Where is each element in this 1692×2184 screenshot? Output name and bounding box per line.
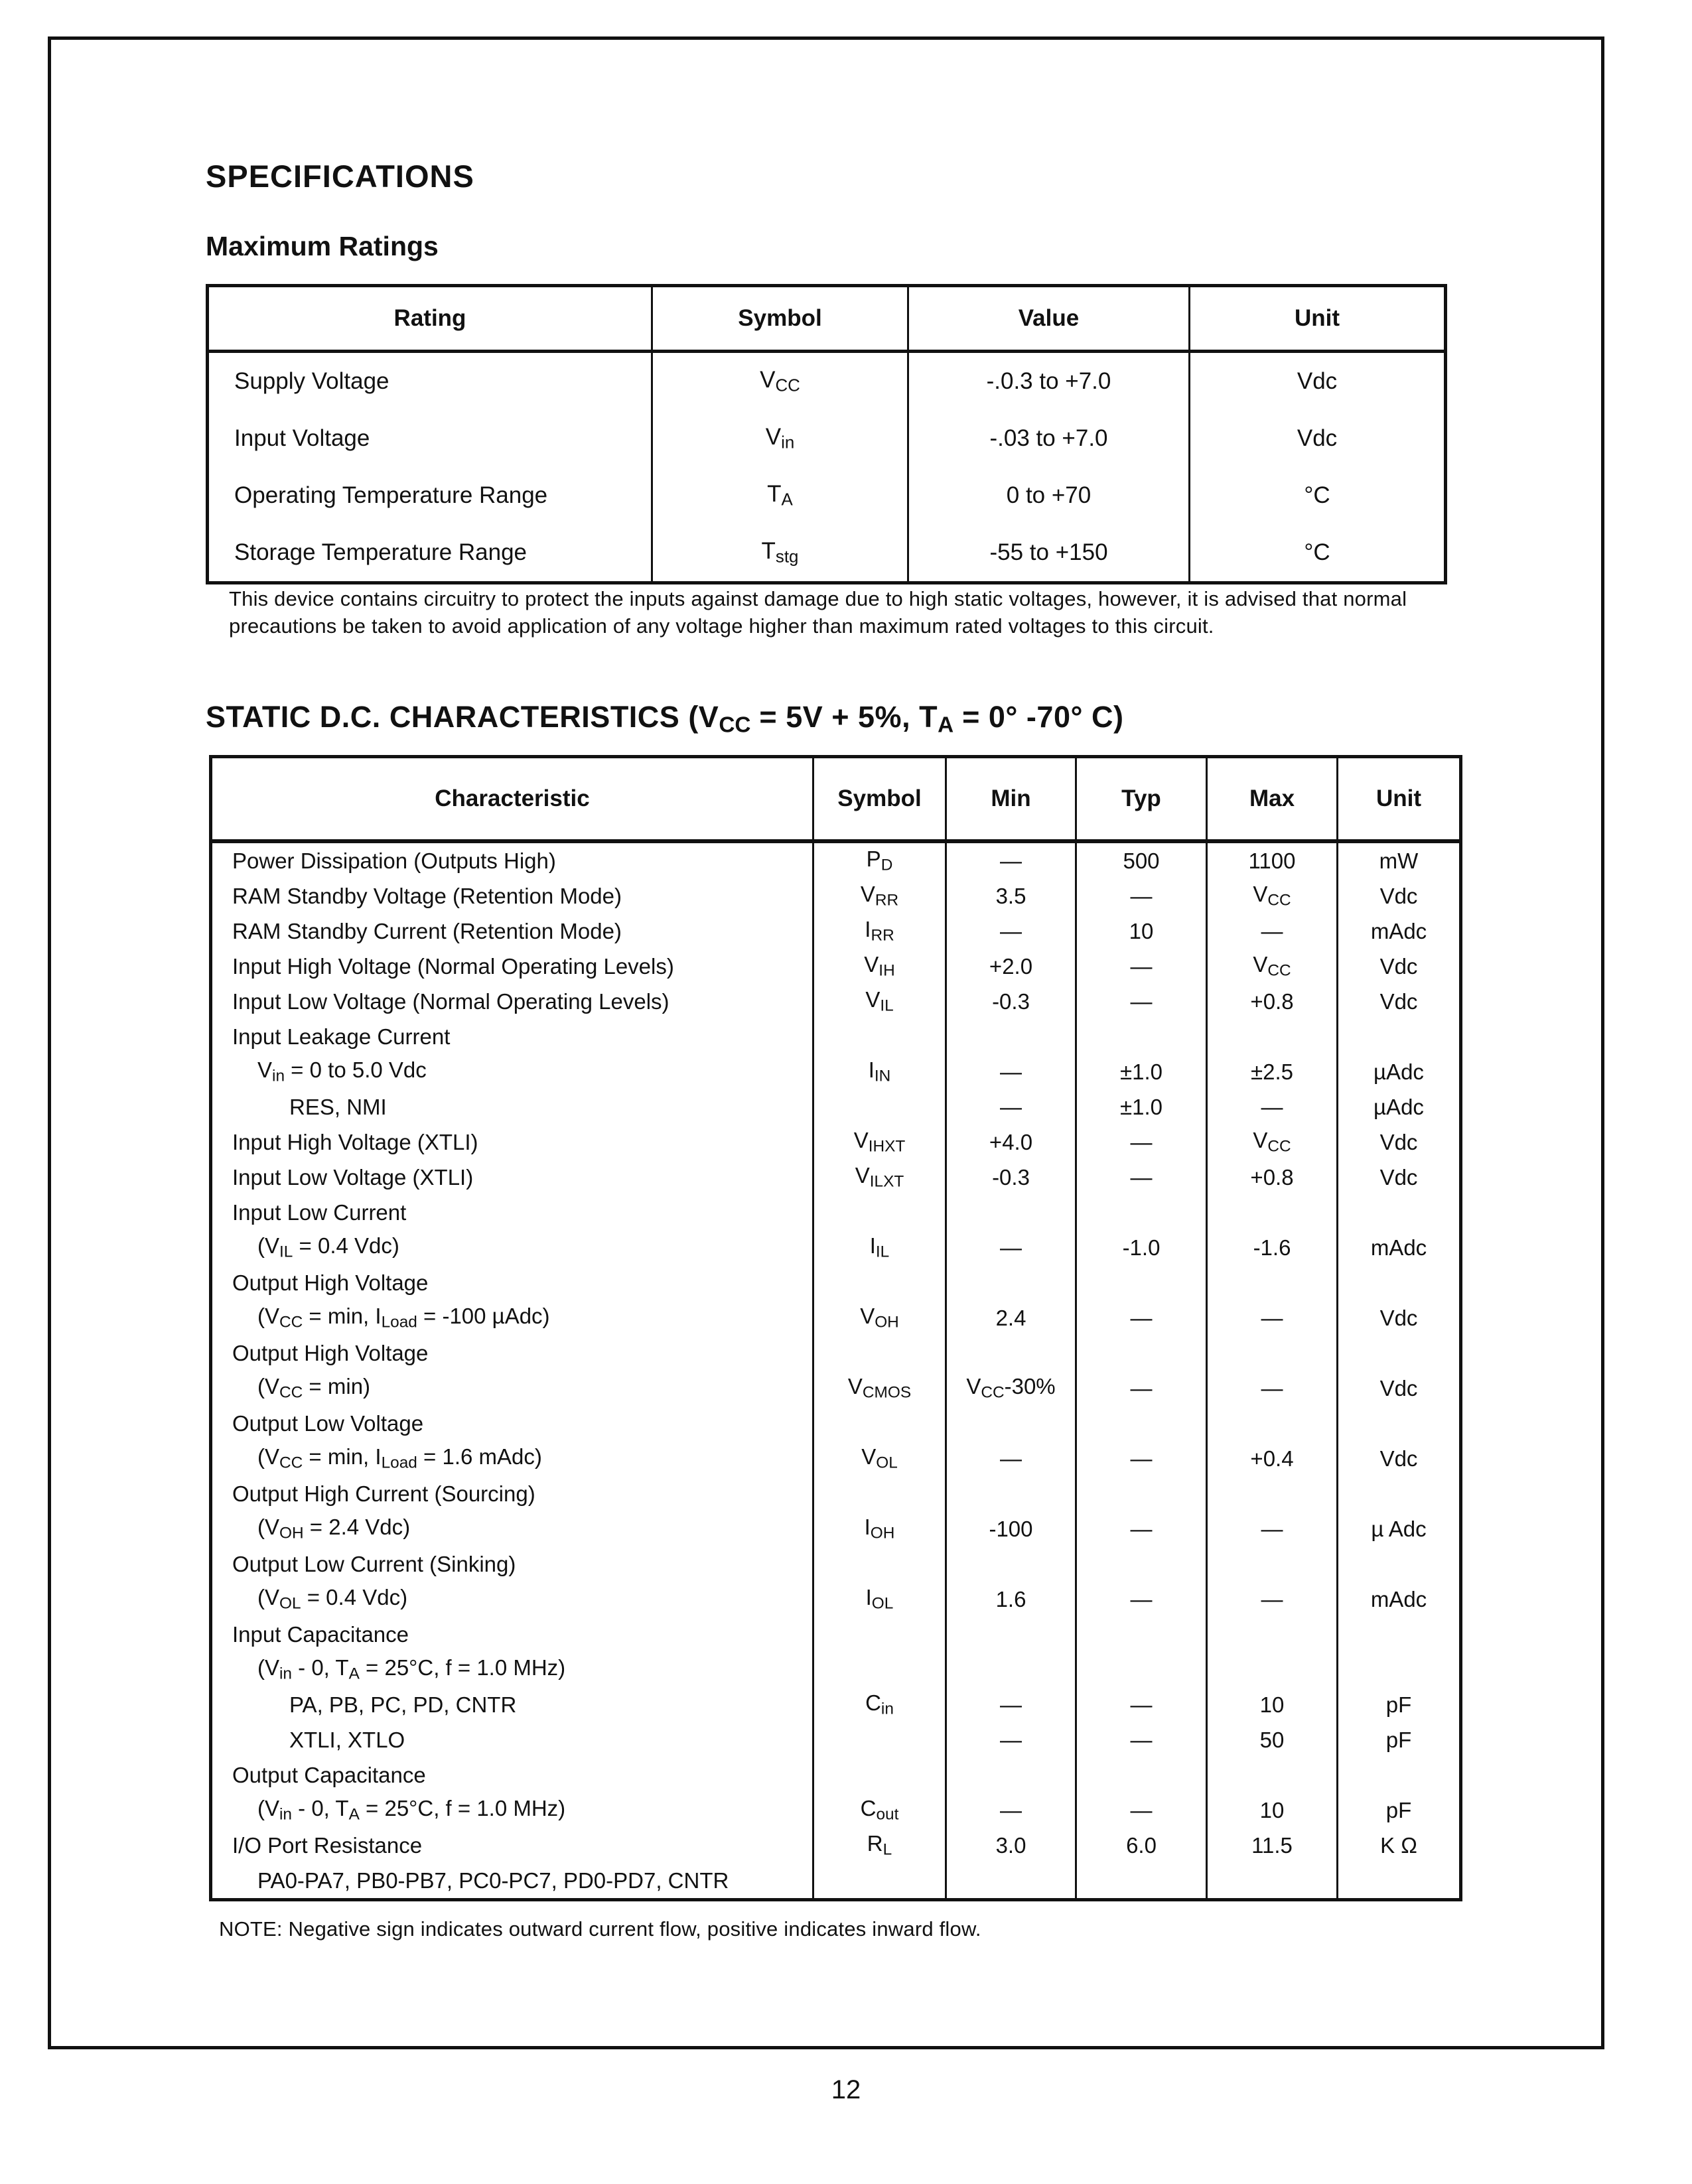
cell-unit: Vdc [1190,352,1446,411]
cell-unit [1338,1019,1461,1054]
cell-min: +4.0 [946,1125,1076,1160]
cell-max: — [1207,1511,1338,1546]
cell-unit [1338,1617,1461,1652]
cell-c: RES, NMI [289,1094,387,1119]
table-row [208,410,1446,467]
cell-unit: K Ω [1338,1828,1461,1863]
cell-sym: VRR [813,878,946,914]
col-header-characteristic: Characteristic [211,757,813,842]
cell-sym [813,1617,946,1652]
col-header-unit: Unit [1338,757,1461,842]
cell-max: +0.4 [1207,1441,1338,1476]
cell-sym: IRR [813,914,946,949]
cell-typ: -1.0 [1076,1230,1207,1265]
subscript-text: stg [775,547,799,567]
table-row [211,1757,1461,1793]
subscript-text: D [881,856,893,874]
cell-value: -.03 to +7.0 [908,410,1190,467]
cell-min [946,1863,1076,1900]
cell-unit [1338,1195,1461,1230]
table-row [211,1511,1461,1546]
cell-unit: mAdc [1338,914,1461,949]
cell-typ: — [1076,949,1207,984]
cell-unit [1338,1863,1461,1900]
cell-typ [1076,1195,1207,1230]
cell-c: (VOL = 0.4 Vdc) [257,1585,408,1613]
subscript-text: CC [1267,1137,1291,1156]
cell-c: Vin = 0 to 5.0 Vdc [257,1058,427,1085]
cell-unit: mW [1338,841,1461,878]
subscript-text: OH [279,1524,304,1542]
cell-typ: — [1076,1511,1207,1546]
cell-c: PA0-PA7, PB0-PB7, PC0-PC7, PD0-PD7, CNTR [257,1868,729,1893]
cell-min [946,1546,1076,1582]
cell-typ: — [1076,1793,1207,1828]
subscript-text: Load [381,1454,417,1472]
cell-min [946,1476,1076,1511]
subscript-text: in [279,1665,292,1683]
cell-max: +0.8 [1207,984,1338,1019]
table-row [211,1863,1461,1900]
table-row [211,984,1461,1019]
cell-c: RAM Standby Voltage (Retention Mode) [232,883,622,908]
cell-unit: pF [1338,1687,1461,1722]
page-number: 12 [831,2075,861,2104]
cell-c: Output High Voltage [232,1340,429,1365]
table-row [211,1195,1461,1230]
cell-typ: ±1.0 [1076,1089,1207,1125]
cell-sym [813,1863,946,1900]
cell-sym [813,1652,946,1687]
cell-unit: Vdc [1338,1441,1461,1476]
col-header-typ: Typ [1076,757,1207,842]
cell-unit: mAdc [1338,1582,1461,1617]
cell-c: Output Low Voltage [232,1410,424,1436]
cell-min: +2.0 [946,949,1076,984]
col-header-rating: Rating [208,286,652,352]
table-row [211,1230,1461,1265]
cell-unit: µAdc [1338,1089,1461,1125]
cell-c: RAM Standby Current (Retention Mode) [232,918,622,943]
subscript-text: OL [871,1594,894,1613]
cell-sym: VIH [813,949,946,984]
cell-sym: VOH [813,1300,946,1335]
cell-min: — [946,1054,1076,1089]
table-row [211,1335,1461,1371]
subscript-text: IL [875,1243,890,1261]
cell-sym [813,1195,946,1230]
cell-typ [1076,1652,1207,1687]
table-row [211,1546,1461,1582]
cell-max [1207,1195,1338,1230]
cell-min: — [946,1687,1076,1722]
subscript-text: CC [719,713,751,738]
subscript-text: A [938,713,954,738]
cell-sym: VCMOS [813,1371,946,1406]
subscript-text: Load [381,1313,417,1331]
cell-min: -0.3 [946,1160,1076,1195]
cell-min [946,1019,1076,1054]
cell-c: Output Low Current (Sinking) [232,1551,516,1576]
table-row [211,1054,1461,1089]
cell-sym: RL [813,1828,946,1863]
table-row [211,1265,1461,1300]
cell-max: 11.5 [1207,1828,1338,1863]
col-header-max: Max [1207,757,1338,842]
subscript-text: A [348,1665,360,1683]
table-row [211,1441,1461,1476]
cell-min [946,1652,1076,1687]
cell-unit: Vdc [1338,949,1461,984]
table-row [211,1582,1461,1617]
cell-min: — [946,1722,1076,1757]
max-ratings-note: This device contains circuitry to protect the inputs against damage due to high static voltages, however, it is advised that normal precautions be taken to avoid application of any voltage higher than maximum rated voltages to this circuit. [229,587,1407,638]
cell-value: -.0.3 to +7.0 [908,352,1190,411]
cell-typ: — [1076,1160,1207,1195]
cell-min [946,1335,1076,1371]
subscript-text: L [882,1840,892,1859]
cell-rating: Storage Temperature Range [234,539,528,565]
table-row [211,949,1461,984]
cell-sym: VOL [813,1441,946,1476]
cell-unit [1338,1265,1461,1300]
col-header-unit: Unit [1190,286,1446,352]
cell-max [1207,1546,1338,1582]
cell-min: — [946,1089,1076,1125]
cell-min [946,1617,1076,1652]
cell-unit: Vdc [1338,984,1461,1019]
subscript-text: in [272,1067,285,1085]
cell-min [946,1406,1076,1441]
cell-typ: — [1076,1371,1207,1406]
cell-symbol: Vin [652,410,908,467]
cell-max: 50 [1207,1722,1338,1757]
subscript-text: RR [871,926,894,945]
cell-typ [1076,1335,1207,1371]
cell-min: 3.5 [946,878,1076,914]
static-dc-body [211,841,1461,1900]
cell-c: Output High Current (Sourcing) [232,1481,535,1506]
static-dc-table [209,755,1462,1901]
cell-unit [1338,1652,1461,1687]
cell-max: 10 [1207,1687,1338,1722]
cell-typ [1076,1019,1207,1054]
cell-sym [813,1546,946,1582]
subscript-text: IH [879,961,895,980]
cell-min [946,1757,1076,1793]
cell-min: — [946,914,1076,949]
cell-unit: µAdc [1338,1054,1461,1089]
cell-typ [1076,1265,1207,1300]
cell-c: Power Dissipation (Outputs High) [232,848,556,873]
cell-typ: — [1076,1125,1207,1160]
specifications-title: SPECIFICATIONS [206,159,474,194]
cell-max: VCC [1207,1125,1338,1160]
cell-unit [1338,1476,1461,1511]
table-row [211,1722,1461,1757]
cell-max: ±2.5 [1207,1054,1338,1089]
cell-unit: Vdc [1190,410,1446,467]
cell-unit: °C [1190,467,1446,524]
subscript-text: IHXT [868,1137,906,1156]
cell-min: -100 [946,1511,1076,1546]
static-dc-title: STATIC D.C. CHARACTERISTICS (VCC = 5V + 5%, TA = 0° -70° C) [206,700,1124,738]
cell-sym: VIHXT [813,1125,946,1160]
cell-c: Input High Voltage (Normal Operating Levels) [232,953,674,979]
subscript-text: CC [279,1383,303,1402]
cell-max [1207,1617,1338,1652]
subscript-text: CC [1267,891,1291,910]
cell-sym: VIL [813,984,946,1019]
cell-sym: IOL [813,1582,946,1617]
cell-unit [1338,1406,1461,1441]
cell-unit: Vdc [1338,1160,1461,1195]
cell-typ [1076,1476,1207,1511]
cell-rating: Supply Voltage [234,368,389,394]
cell-value: -55 to +150 [908,524,1190,583]
cell-max: 10 [1207,1793,1338,1828]
max-ratings-table [206,284,1447,584]
subscript-text: CC [1267,961,1291,980]
table-row [211,914,1461,949]
cell-max [1207,1335,1338,1371]
cell-c: Input Low Voltage (XTLI) [232,1164,474,1190]
cell-typ: — [1076,1722,1207,1757]
table-row [211,1687,1461,1722]
cell-c: XTLI, XTLO [289,1727,405,1752]
cell-c: (Vin - 0, TA = 25°C, f = 1.0 MHz) [257,1796,566,1824]
static-dc-note: NOTE: Negative sign indicates outward current flow, positive indicates inward flow. [219,1917,981,1941]
table-row [211,1617,1461,1652]
table-row [208,467,1446,524]
cell-unit: Vdc [1338,1371,1461,1406]
cell-unit: pF [1338,1793,1461,1828]
cell-sym: VILXT [813,1160,946,1195]
cell-typ [1076,1406,1207,1441]
subscript-text: CC [775,376,800,395]
cell-min: — [946,841,1076,878]
cell-c: (VOH = 2.4 Vdc) [257,1515,411,1542]
cell-min [946,1195,1076,1230]
cell-typ: — [1076,1687,1207,1722]
cell-sym: Cin [813,1687,946,1722]
cell-unit [1338,1757,1461,1793]
cell-unit [1338,1335,1461,1371]
cell-sym: Cout [813,1793,946,1828]
cell-c: Input Leakage Current [232,1024,451,1049]
cell-typ: 10 [1076,914,1207,949]
subscript-text: in [279,1805,292,1824]
subscript-text: CC [279,1454,303,1472]
cell-sym [813,1757,946,1793]
cell-max: — [1207,1582,1338,1617]
cell-c: Input Low Voltage (Normal Operating Levels) [232,989,670,1014]
cell-max [1207,1406,1338,1441]
cell-typ [1076,1617,1207,1652]
cell-max: +0.8 [1207,1160,1338,1195]
subscript-text: OH [875,1313,899,1331]
cell-typ [1076,1863,1207,1900]
cell-c: PA, PB, PC, PD, CNTR [289,1692,517,1717]
subscript-text: out [876,1805,899,1824]
subscript-text: RR [875,891,899,910]
cell-c: (VCC = min, ILoad = -100 µAdc) [257,1304,550,1331]
cell-sym: PD [813,841,946,878]
cell-typ: 6.0 [1076,1828,1207,1863]
table-row [211,1371,1461,1406]
cell-sym [813,1406,946,1441]
table-row [211,1019,1461,1054]
cell-max: -1.6 [1207,1230,1338,1265]
subscript-text: IL [279,1243,293,1261]
subscript-text: OL [279,1594,301,1613]
subscript-text: in [781,433,795,452]
cell-c: Output High Voltage [232,1270,429,1295]
cell-rating: Operating Temperature Range [234,482,548,508]
table-row [211,1089,1461,1125]
table-row [211,1125,1461,1160]
cell-min: VCC-30% [946,1371,1076,1406]
subscript-text: A [348,1805,360,1824]
cell-sym [813,1476,946,1511]
cell-rating: Input Voltage [234,425,370,451]
cell-unit: Vdc [1338,878,1461,914]
cell-sym [813,1335,946,1371]
cell-unit: mAdc [1338,1230,1461,1265]
cell-min: -0.3 [946,984,1076,1019]
cell-c: (VCC = min, ILoad = 1.6 mAdc) [257,1444,542,1472]
cell-max: VCC [1207,878,1338,914]
max-ratings-title: Maximum Ratings [206,231,439,261]
cell-min: — [946,1230,1076,1265]
cell-sym [813,1089,946,1125]
cell-c: Output Capacitance [232,1762,426,1787]
cell-symbol: Tstg [652,524,908,583]
cell-sym [813,1722,946,1757]
cell-typ: — [1076,1582,1207,1617]
col-header-symbol: Symbol [652,286,908,352]
cell-sym: IOH [813,1511,946,1546]
subscript-text: OH [870,1524,895,1542]
cell-unit: Vdc [1338,1300,1461,1335]
cell-max [1207,1265,1338,1300]
cell-max: — [1207,1371,1338,1406]
cell-c: Input Low Current [232,1199,407,1225]
table-row [211,878,1461,914]
table-row [211,1793,1461,1828]
subscript-text: CC [981,1383,1005,1402]
cell-unit: °C [1190,524,1446,583]
table-row [211,1160,1461,1195]
page-frame [48,36,1604,2049]
cell-max [1207,1863,1338,1900]
table-row [211,1406,1461,1441]
cell-typ [1076,1546,1207,1582]
cell-max: — [1207,1300,1338,1335]
cell-unit: Vdc [1338,1125,1461,1160]
cell-sym [813,1019,946,1054]
cell-unit: pF [1338,1722,1461,1757]
cell-typ: — [1076,984,1207,1019]
subscript-text: IN [874,1067,891,1085]
cell-symbol: TA [652,467,908,524]
cell-c: (Vin - 0, TA = 25°C, f = 1.0 MHz) [257,1655,566,1683]
cell-min: 1.6 [946,1582,1076,1617]
cell-max: — [1207,914,1338,949]
cell-typ: — [1076,878,1207,914]
subscript-text: CC [279,1313,303,1331]
subscript-text: in [881,1700,894,1718]
subscript-text: ILXT [869,1172,904,1191]
cell-max [1207,1019,1338,1054]
subscript-text: CMOS [862,1383,912,1402]
cell-c: Input High Voltage (XTLI) [232,1129,478,1154]
cell-sym: IIN [813,1054,946,1089]
cell-min: — [946,1793,1076,1828]
table-row [208,352,1446,411]
cell-min: 3.0 [946,1828,1076,1863]
subscript-text: IL [880,996,894,1015]
cell-symbol: VCC [652,352,908,411]
cell-unit: µ Adc [1338,1511,1461,1546]
table-row [208,524,1446,583]
cell-unit [1338,1546,1461,1582]
cell-c: (VCC = min) [257,1374,371,1402]
cell-min [946,1265,1076,1300]
table-row [211,841,1461,878]
cell-typ [1076,1757,1207,1793]
cell-typ: ±1.0 [1076,1054,1207,1089]
table-row [211,1300,1461,1335]
col-header-value: Value [908,286,1190,352]
cell-max [1207,1476,1338,1511]
cell-sym: IIL [813,1230,946,1265]
max-ratings-body [208,352,1446,583]
table-row [211,1828,1461,1863]
cell-max [1207,1757,1338,1793]
cell-min: 2.4 [946,1300,1076,1335]
cell-c: Input Capacitance [232,1621,409,1647]
cell-sym [813,1265,946,1300]
cell-max [1207,1652,1338,1687]
cell-max: 1100 [1207,841,1338,878]
col-header-min: Min [946,757,1076,842]
cell-typ: — [1076,1300,1207,1335]
subscript-text: OL [876,1454,898,1472]
cell-value: 0 to +70 [908,467,1190,524]
cell-typ: — [1076,1441,1207,1476]
max-ratings-header-row [208,286,1446,352]
col-header-symbol: Symbol [813,757,946,842]
cell-typ: 500 [1076,841,1207,878]
table-row [211,1476,1461,1511]
static-dc-header-row [211,757,1461,842]
cell-max: VCC [1207,949,1338,984]
cell-max: — [1207,1089,1338,1125]
table-row [211,1652,1461,1687]
cell-c: I/O Port Resistance [232,1832,423,1858]
cell-min: — [946,1441,1076,1476]
cell-c: (VIL = 0.4 Vdc) [257,1233,399,1261]
subscript-text: A [781,490,793,510]
